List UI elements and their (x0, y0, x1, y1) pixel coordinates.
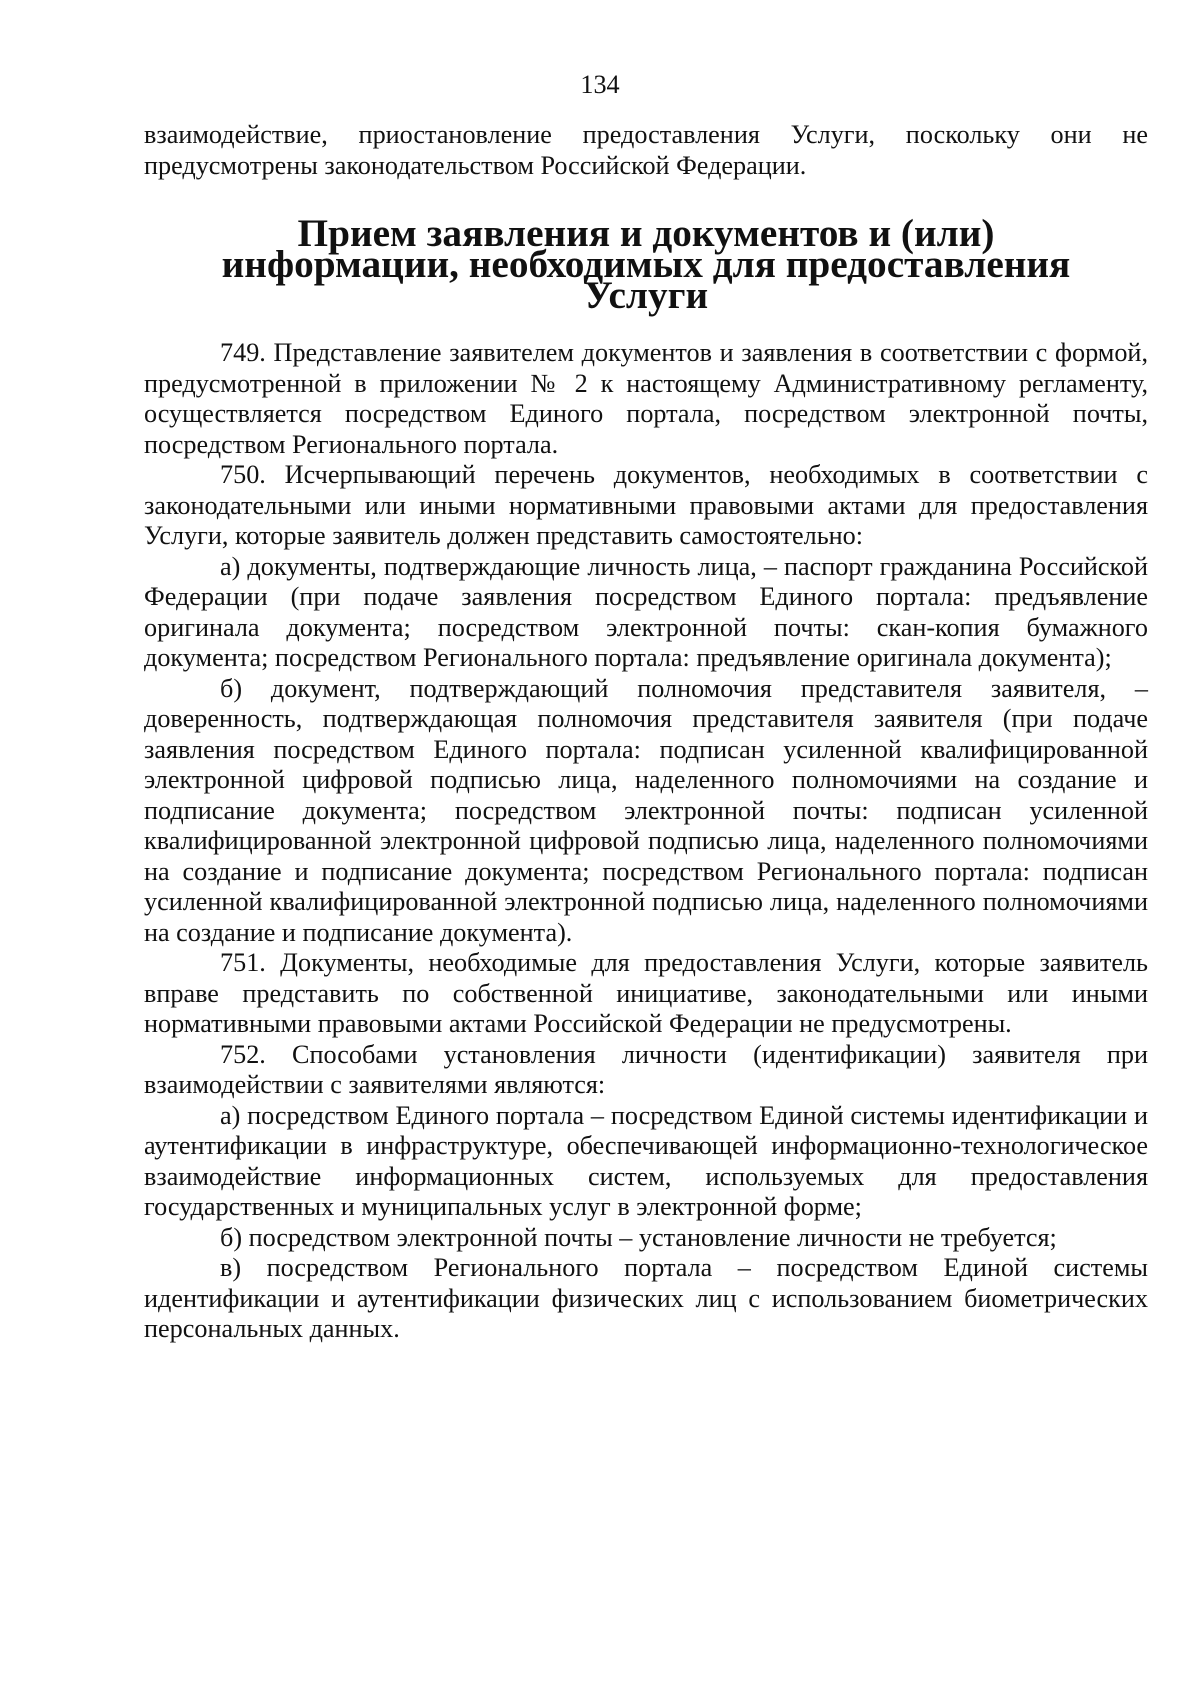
paragraph-752-item-a: а) посредством Единого портала – посредством Единой системы идентификации и аутентификации в инфраструктуре, обеспечивающей информационно-технологическое взаимодействие информационных систем, используемых для предоставления государственных и муниципальных услуг в электронной форме; (144, 1100, 1148, 1221)
paragraph-750: 750. Исчерпывающий перечень документов, необходимых в соответствии с законодательными или иными нормативными правовыми актами для предоставления Услуги, которые заявитель должен представить самостоятельно: (144, 460, 1148, 550)
paragraph-750-item-b: б) документ, подтверждающий полномочия представителя заявителя, – доверенность, подтверждающая полномочия представителя заявителя (при подаче заявления посредством Единого портала: подписан усиленной квалифицированной электронной цифровой подписью лица, наделенного полномочиями на создание и подписание документа; посредством электронной почты: подписан усиленной квалифицированной электронной цифровой подписью лица, наделенного полномочиями на создание и подписание документа; посредством Регионального портала: подписан усиленной квалифицированной электронной подписью лица, наделенного полномочиями на создание и подписание документа). (144, 673, 1148, 947)
page-number: 134 (580, 70, 620, 99)
paragraph-749: 749. Представление заявителем документов и заявления в соответствии с формой, предусмотренной в приложении № 2 к настоящему Административному регламенту, осуществляется посредством Единого портала, посредством электронной почты, посредством Регионального портала. (144, 338, 1148, 459)
document-body (144, 120, 1148, 1345)
paragraph-750-item-a: а) документы, подтверждающие личность лица, – паспорт гражданина Российской Федерации (при подаче заявления посредством Единого портала: предъявление оригинала документа; посредством электронной почты: скан-копия бумажного документа; посредством Регионального портала: предъявление оригинала документа); (144, 551, 1148, 672)
paragraph-752-item-c: в) посредством Регионального портала – посредством Единой системы идентификации и аутентификации физических лиц с использованием биометрических персональных данных. (144, 1253, 1148, 1343)
paragraph-751: 751. Документы, необходимые для предоставления Услуги, которые заявитель вправе представить по собственной инициативе, законодательными или иными нормативными правовыми актами Российской Федерации не предусмотрены. (144, 948, 1148, 1038)
continuation-paragraph: взаимодействие, приостановление предоставления Услуги, поскольку они не предусмотрены законодательством Российской Федерации. (144, 120, 1148, 180)
section-heading: Прием заявления и документов и (или) информации, необходимых для предоставления Услуги (221, 211, 1071, 317)
paragraph-752: 752. Способами установления личности (идентификации) заявителя при взаимодействии с заявителями являются: (144, 1039, 1148, 1099)
paragraph-752-item-b: б) посредством электронной почты – установление личности не требуется; (220, 1222, 1057, 1252)
